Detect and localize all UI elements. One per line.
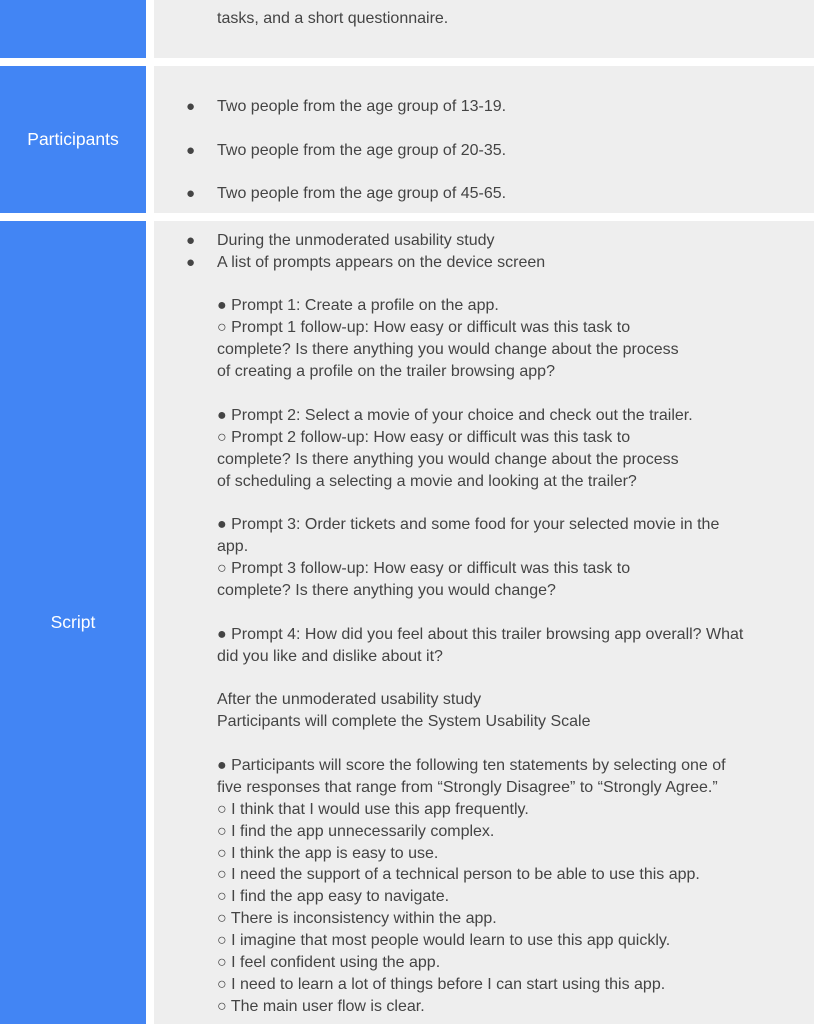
bullet-icon: ● [186, 232, 196, 249]
row-label-cell [0, 0, 146, 58]
script-line: complete? Is there anything you would change about the process [217, 341, 679, 358]
participants-label-text: Participants [27, 129, 119, 149]
script-line: ● Prompt 2: Select a movie of your choice and check out the trailer. [217, 407, 693, 424]
participants-label [0, 66, 146, 213]
participant-item: Two people from the age group of 13-19. [217, 98, 507, 115]
script-label-text: Script [50, 612, 96, 632]
table-row-previous [0, 0, 814, 58]
participant-item: Two people from the age group of 45-65. [217, 185, 507, 202]
script-line: Participants will complete the System Usability Scale [217, 713, 591, 730]
script-line: ● Prompt 3: Order tickets and some food for your selected movie in the [217, 516, 720, 533]
script-line: ● Prompt 1: Create a profile on the app. [217, 297, 499, 314]
bullet-icon: ● [186, 142, 196, 159]
previous-row-text: tasks, and a short questionnaire. [217, 10, 449, 27]
script-line: ○ I think that I would use this app frequently. [217, 801, 529, 818]
script-line: ○ I feel confident using the app. [217, 954, 441, 971]
script-line: complete? Is there anything you would change? [217, 582, 556, 599]
script-bullet-item: A list of prompts appears on the device screen [217, 254, 546, 271]
table-row-participants [0, 66, 814, 213]
script-line: ○ I find the app unnecessarily complex. [217, 823, 495, 840]
script-line: ○ Prompt 1 follow-up: How easy or difficult was this task to [217, 319, 631, 336]
script-line: ○ There is inconsistency within the app. [217, 910, 497, 927]
script-line: five responses that range from “Strongly Disagree” to “Strongly Agree.” [217, 779, 718, 796]
script-line: ○ I need to learn a lot of things before I can start using this app. [217, 976, 666, 993]
table-row-script [0, 221, 814, 1024]
script-line: of creating a profile on the trailer browsing app? [217, 363, 555, 380]
script-line: After the unmoderated usability study [217, 691, 482, 708]
script-line: ○ Prompt 3 follow-up: How easy or difficult was this task to [217, 560, 631, 577]
script-line: ● Prompt 4: How did you feel about this trailer browsing app overall? What [217, 626, 744, 643]
bullet-icon: ● [186, 98, 196, 115]
participant-item: Two people from the age group of 20-35. [217, 142, 507, 159]
script-line: ○ I find the app easy to navigate. [217, 888, 450, 905]
bullet-icon: ● [186, 185, 196, 202]
script-line: ● Participants will score the following ten statements by selecting one of [217, 757, 726, 774]
script-line: ○ I need the support of a technical person to be able to use this app. [217, 866, 700, 883]
script-bullet-item: During the unmoderated usability study [217, 232, 495, 249]
script-line: of scheduling a selecting a movie and looking at the trailer? [217, 473, 637, 490]
script-line: complete? Is there anything you would change about the process [217, 451, 679, 468]
script-line: did you like and dislike about it? [217, 648, 443, 665]
script-line: ○ The main user flow is clear. [217, 998, 425, 1015]
script-label [0, 221, 146, 1024]
script-line: app. [217, 538, 249, 555]
bullet-icon: ● [186, 254, 196, 271]
script-line: ○ I think the app is easy to use. [217, 845, 439, 862]
script-line: ○ Prompt 2 follow-up: How easy or difficult was this task to [217, 429, 631, 446]
script-line: ○ I imagine that most people would learn to use this app quickly. [217, 932, 671, 949]
